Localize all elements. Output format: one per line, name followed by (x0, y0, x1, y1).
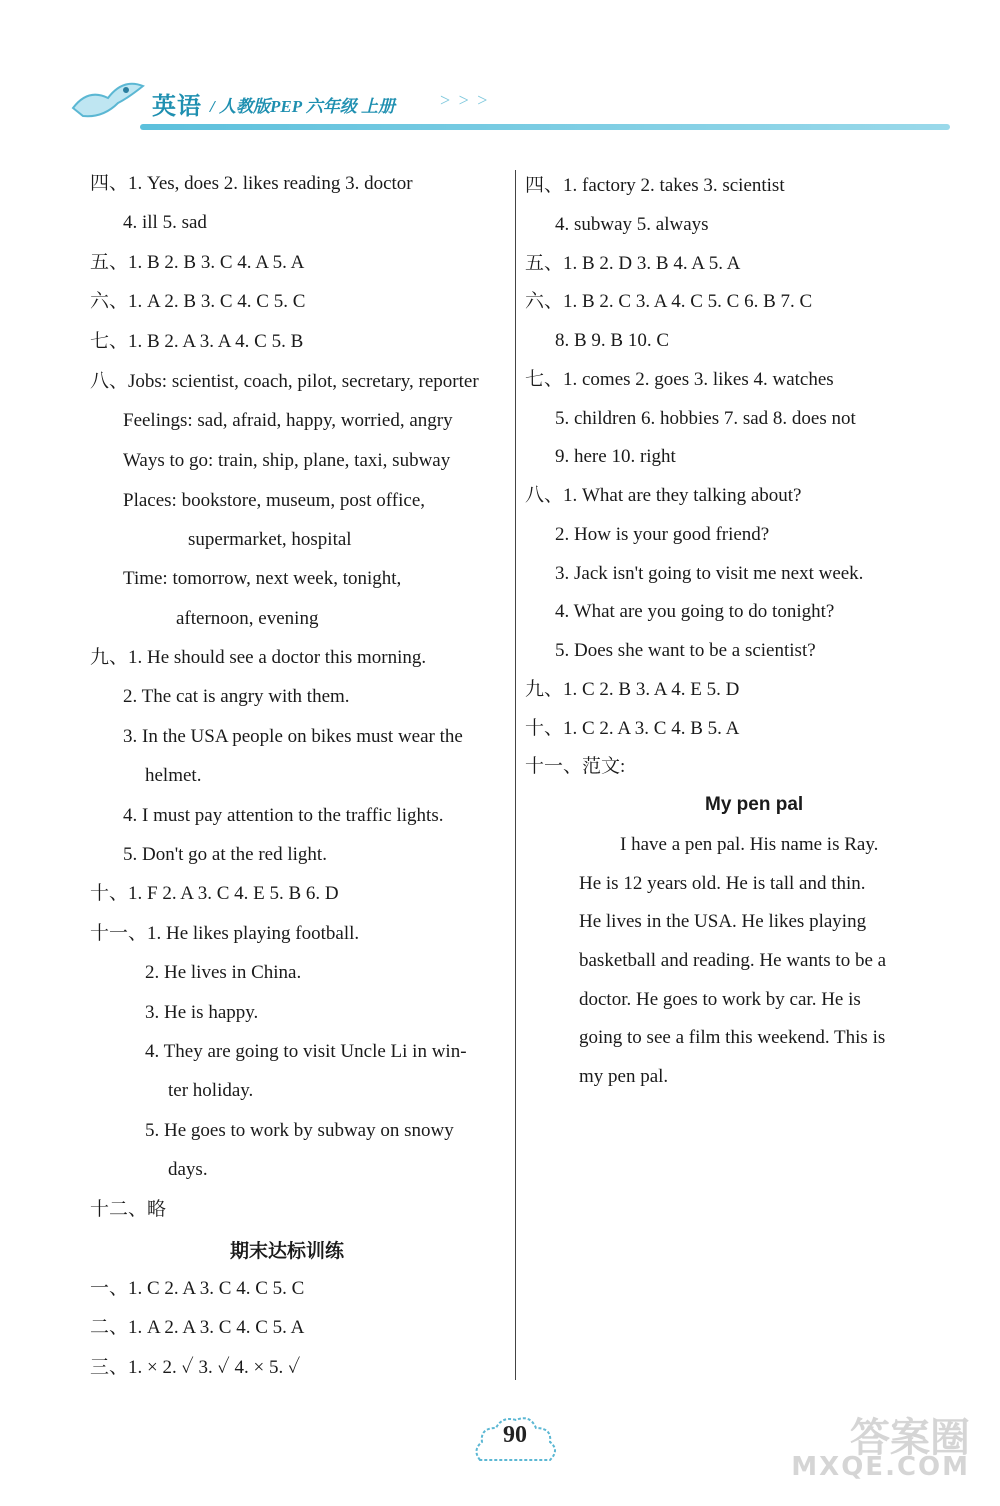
section-title: 期末达标训练 (230, 1240, 345, 1262)
answer-line: 二、1. A 2. A 3. C 4. C 5. A (90, 1317, 305, 1338)
answer-line: 9. here 10. right (555, 446, 676, 467)
answer-line: 九、1. C 2. B 3. A 4. E 5. D (525, 679, 740, 700)
essay-line: my pen pal. (579, 1066, 669, 1087)
answer-line: 七、1. B 2. A 3. A 4. C 5. B (90, 331, 304, 352)
watermark (780, 1406, 980, 1486)
answer-line: 4. I must pay attention to the traffic lights. (123, 805, 444, 826)
answer-line: 十二、略 (90, 1199, 167, 1220)
arrow-decoration: > > > (440, 90, 490, 110)
answer-line: 2. The cat is angry with them. (123, 686, 350, 707)
answer-line: 2. He lives in China. (145, 962, 302, 983)
answer-line: 十、1. F 2. A 3. C 4. E 5. B 6. D (90, 883, 339, 904)
answer-line: 4. subway 5. always (555, 214, 709, 235)
answer-line: 十一、1. He likes playing football. (90, 923, 360, 944)
answer-line: 2. How is your good friend? (555, 524, 770, 545)
page-number-text: 90 (503, 1422, 527, 1448)
watermark-bottom: MXQE.COM (791, 1452, 970, 1482)
answer-line: supermarket, hospital (188, 529, 352, 550)
answer-line: 四、1. Yes, does 2. likes reading 3. doctor (90, 173, 413, 194)
essay-line: basketball and reading. He wants to be a (579, 950, 887, 971)
essay-line: going to see a film this weekend. This is (579, 1027, 886, 1048)
essay-line: I have a pen pal. His name is Ray. (620, 834, 879, 855)
answer-line: 五、1. B 2. D 3. B 4. A 5. A (525, 253, 741, 274)
answer-line: 十、1. C 2. A 3. C 4. B 5. A (525, 718, 740, 739)
edition-label: / 人教版PEP 六年级 上册 (210, 97, 395, 116)
answer-line: days. (168, 1159, 208, 1180)
answer-line: ter holiday. (168, 1080, 254, 1101)
essay-line: doctor. He goes to work by car. He is (579, 989, 861, 1010)
answer-line: Time: tomorrow, next week, tonight, (123, 568, 402, 589)
answer-line: Ways to go: train, ship, plane, taxi, subway (123, 450, 451, 471)
answer-line: Places: bookstore, museum, post office, (123, 490, 426, 511)
answer-line: 三、1. × 2. ✓ 3. ✓ 4. × 5. ✓ (90, 1357, 301, 1378)
answer-line: 六、1. A 2. B 3. C 4. C 5. C (90, 291, 306, 312)
answer-line: 九、1. He should see a doctor this morning. (90, 647, 427, 668)
answer-line: 4. ill 5. sad (123, 212, 207, 233)
page-header (60, 62, 950, 140)
answer-line: 七、1. comes 2. goes 3. likes 4. watches (525, 369, 834, 390)
answer-line: afternoon, evening (176, 608, 319, 629)
answer-line: 一、1. C 2. A 3. C 4. C 5. C (90, 1278, 305, 1299)
page-number (470, 1410, 560, 1470)
answer-line: 5. children 6. hobbies 7. sad 8. does not (555, 408, 856, 429)
watermark-top: 答案圈 (850, 1415, 970, 1461)
answer-line: 5. He goes to work by subway on snowy (145, 1120, 454, 1141)
subject-title: 英语 (152, 94, 202, 120)
header-rule (140, 124, 950, 130)
answer-line: 六、1. B 2. C 3. A 4. C 5. C 6. B 7. C (525, 291, 813, 312)
essay-title: My pen pal (705, 794, 804, 815)
answer-line: 4. They are going to visit Uncle Li in win- (145, 1041, 467, 1062)
bird-logo-icon (68, 68, 148, 128)
answer-line: 五、1. B 2. B 3. C 4. A 5. A (90, 252, 305, 273)
answer-line: 八、1. What are they talking about? (525, 485, 802, 506)
answer-line: 4. What are you going to do tonight? (555, 601, 835, 622)
answer-line: 四、1. factory 2. takes 3. scientist (525, 175, 785, 196)
answer-line: Feelings: sad, afraid, happy, worried, angry (123, 410, 453, 431)
essay-line: He lives in the USA. He likes playing (579, 911, 867, 932)
essay-line: He is 12 years old. He is tall and thin. (579, 873, 866, 894)
column-divider (515, 170, 516, 1380)
answer-line: 3. In the USA people on bikes must wear the (123, 726, 463, 747)
answer-line: 8. B 9. B 10. C (555, 330, 670, 351)
answer-line: 5. Does she want to be a scientist? (555, 640, 816, 661)
answer-line: 3. He is happy. (145, 1002, 259, 1023)
answer-line: 3. Jack isn't going to visit me next week. (555, 563, 864, 584)
answer-line: 八、Jobs: scientist, coach, pilot, secretary, reporter (90, 371, 479, 392)
answer-line: 十一、范文: (525, 756, 626, 777)
answer-line: 5. Don't go at the red light. (123, 844, 327, 865)
answer-line: helmet. (145, 765, 202, 786)
